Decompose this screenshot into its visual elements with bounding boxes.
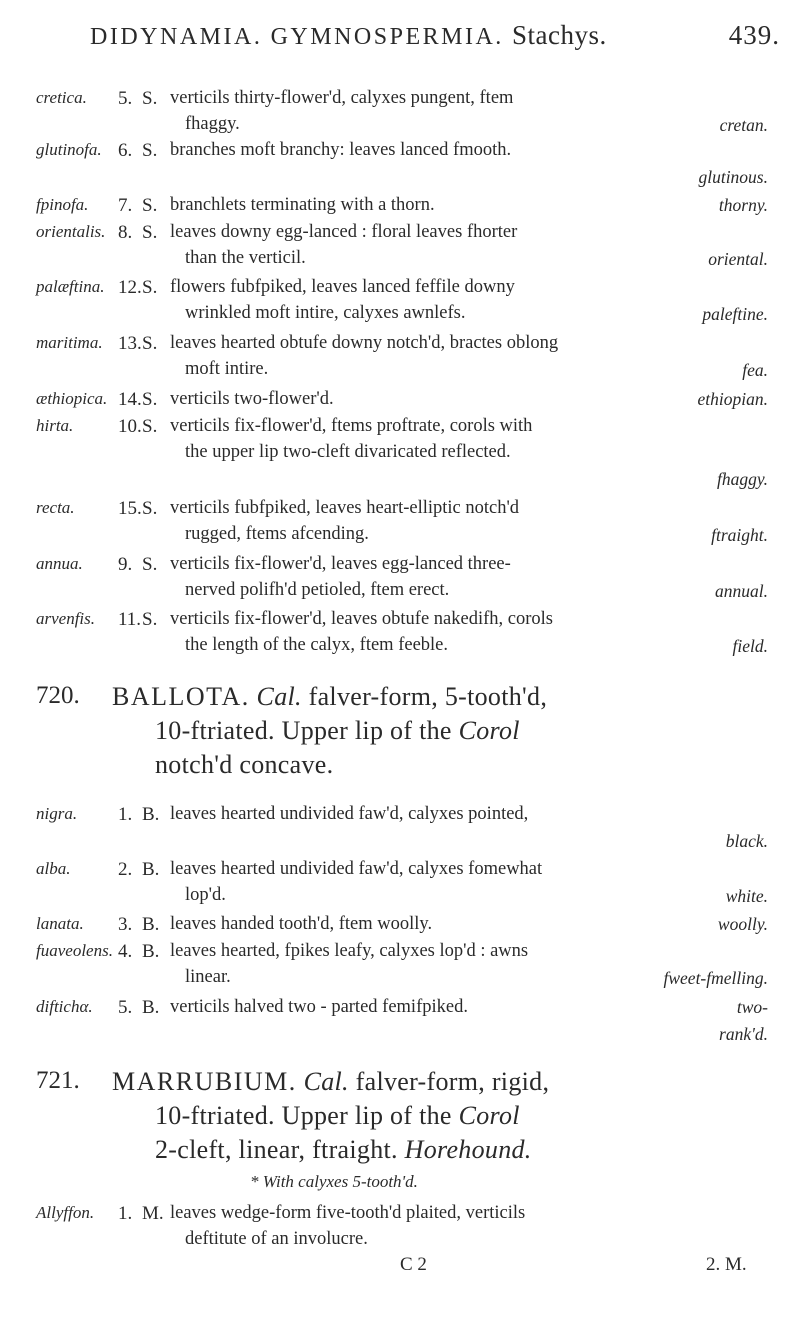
species-description-line: leaves downy egg-lanced : floral leaves fhorter	[170, 222, 518, 242]
species-description-line: leaves hearted undivided faw'd, calyxes fomewhat	[170, 859, 543, 879]
species-english-name: fhaggy.	[716, 469, 768, 489]
genus-cal-label: Cal.	[256, 682, 302, 711]
species-description-line: lop'd.	[185, 885, 226, 905]
species-english-name: black.	[725, 831, 768, 851]
species-english-name: oriental.	[708, 249, 768, 269]
species-latin-name: nigra.	[36, 804, 78, 823]
genus-abbrev: B.	[142, 997, 160, 1018]
species-latin-name: hirta.	[36, 416, 74, 435]
species-english-name: annual.	[715, 581, 768, 601]
species-latin-name: orientalis.	[36, 222, 106, 241]
genus-description: 2-cleft, linear, ftraight.	[155, 1135, 398, 1164]
running-head-order: GYMNOSPERMIA.	[270, 24, 504, 50]
species-english-name: glutinous.	[698, 167, 768, 187]
species-latin-name: cretica.	[36, 88, 87, 107]
species-description-line: verticils thirty-flower'd, calyxes pungent, ftem	[170, 88, 514, 108]
genus-name: BALLOTA.	[112, 682, 250, 711]
running-head	[90, 20, 780, 51]
species-number: 5.	[118, 997, 133, 1018]
catchword: 2. M.	[706, 1254, 747, 1275]
species-description-line: nerved polifh'd petioled, ftem erect.	[185, 580, 450, 600]
genus-description: 10-ftriated. Upper lip of the	[155, 1101, 452, 1130]
species-latin-name: fuaveolens.	[36, 941, 113, 960]
genus-abbrev: S.	[142, 277, 158, 298]
species-description-line: wrinkled moft intire, calyxes awnlefs.	[185, 303, 466, 323]
species-description-line: moft intire.	[185, 359, 269, 379]
species-latin-name: lanata.	[36, 914, 84, 933]
genus-description: notch'd concave.	[155, 750, 334, 779]
species-number: 12.	[118, 277, 142, 298]
species-description-line: deftitute of an involucre.	[185, 1229, 368, 1249]
genus-abbrev: B.	[142, 941, 160, 962]
running-head-genus: Stachys.	[512, 20, 607, 50]
genus-abbrev: S.	[142, 222, 158, 243]
species-description-line: the upper lip two-cleft divaricated reflected.	[185, 442, 511, 462]
species-latin-name: arvenfis.	[36, 609, 96, 628]
species-number: 10.	[118, 416, 142, 437]
species-latin-name: annua.	[36, 554, 83, 573]
species-description-line: leaves wedge-form five-tooth'd plaited, verticils	[170, 1203, 526, 1223]
species-number: 14.	[118, 389, 142, 410]
species-description-line: linear.	[185, 967, 231, 987]
species-latin-name: glutinofa.	[36, 140, 102, 159]
species-english-name: fweet-fmelling.	[663, 968, 768, 988]
species-english-name: fea.	[742, 360, 768, 380]
genus-abbrev: S.	[142, 195, 158, 216]
species-english-name: ftraight.	[711, 525, 768, 545]
species-description-line: leaves hearted, fpikes leafy, calyxes lop'd : awns	[170, 941, 529, 961]
genus-abbrev: M.	[142, 1203, 164, 1224]
species-description-line: branches moft branchy: leaves lanced fmooth.	[170, 140, 512, 160]
species-latin-name: æthiopica.	[36, 389, 108, 408]
species-number: 8.	[118, 222, 133, 243]
genus-abbrev: S.	[142, 554, 158, 575]
genus-abbrev: S.	[142, 416, 158, 437]
genus-abbrev: S.	[142, 140, 158, 161]
species-english-name: paleftine.	[702, 304, 768, 324]
genus-abbrev: S.	[142, 88, 158, 109]
genus-english-name: Horehound.	[404, 1135, 532, 1164]
species-number: 5.	[118, 88, 133, 109]
species-number: 7.	[118, 195, 133, 216]
species-number: 13.	[118, 333, 142, 354]
genus-abbrev: B.	[142, 859, 160, 880]
species-number: 1.	[118, 1203, 133, 1224]
species-description-line: flowers fubfpiked, leaves lanced feffile downy	[170, 277, 515, 297]
species-latin-name: recta.	[36, 498, 75, 517]
genus-abbrev: S.	[142, 333, 158, 354]
species-latin-name: maritima.	[36, 333, 103, 352]
species-english-name: woolly.	[717, 914, 768, 934]
genus-description: falver-form, rigid,	[355, 1067, 550, 1096]
genus-description: falver-form, 5-tooth'd,	[308, 682, 548, 711]
genus-number: 721.	[36, 1067, 80, 1094]
species-description-line: leaves hearted undivided faw'd, calyxes pointed,	[170, 804, 529, 824]
species-number: 2.	[118, 859, 133, 880]
species-number: 15.	[118, 498, 142, 519]
genus-name: MARRUBIUM.	[112, 1067, 297, 1096]
species-english-name-continued: rank'd.	[719, 1024, 768, 1044]
species-english-name: thorny.	[718, 195, 768, 215]
species-english-name: cretan.	[719, 115, 768, 135]
genus-abbrev: S.	[142, 389, 158, 410]
genus-abbrev: B.	[142, 914, 160, 935]
species-description-line: verticils fubfpiked, leaves heart-elliptic notch'd	[170, 498, 520, 518]
species-description-line: than the verticil.	[185, 248, 306, 268]
species-english-name: white.	[725, 886, 768, 906]
species-description-line: leaves handed tooth'd, ftem woolly.	[170, 914, 433, 934]
signature-mark: C 2	[400, 1254, 427, 1275]
species-latin-name: alba.	[36, 859, 71, 878]
species-latin-name: palæftina.	[36, 277, 105, 296]
species-number: 4.	[118, 941, 133, 962]
species-latin-name: diftichα.	[36, 997, 93, 1016]
species-description-line: branchlets terminating with a thorn.	[170, 195, 435, 215]
species-english-name: two-	[736, 997, 768, 1017]
species-latin-name: fpinofa.	[36, 195, 89, 214]
species-description-line: verticils fix-flower'd, leaves obtufe nakedifh, corols	[170, 609, 553, 629]
running-head-class: DIDYNAMIA.	[90, 24, 263, 50]
section-note: * With calyxes 5-tooth'd.	[250, 1172, 418, 1191]
genus-corol-label: Corol	[458, 1101, 520, 1130]
species-description-line: fhaggy.	[185, 114, 240, 134]
page-number: 439.	[728, 20, 780, 50]
genus-cal-label: Cal.	[303, 1067, 349, 1096]
genus-corol-label: Corol	[458, 716, 520, 745]
species-description-line: rugged, ftems afcending.	[185, 524, 369, 544]
species-number: 1.	[118, 804, 133, 825]
species-english-name: field.	[732, 636, 768, 656]
genus-description: 10-ftriated. Upper lip of the	[155, 716, 452, 745]
species-number: 6.	[118, 140, 133, 161]
species-description-line: verticils halved two - parted femifpiked.	[170, 997, 468, 1017]
species-number: 11.	[118, 609, 142, 630]
genus-abbrev: S.	[142, 609, 158, 630]
species-latin-name: Allyffon.	[36, 1203, 95, 1222]
genus-number: 720.	[36, 682, 80, 709]
species-english-name: ethiopian.	[697, 389, 768, 409]
species-description-line: verticils fix-flower'd, ftems proftrate, corols with	[170, 416, 533, 436]
species-description-line: verticils two-flower'd.	[170, 389, 334, 409]
species-description-line: leaves hearted obtufe downy notch'd, bractes oblong	[170, 333, 559, 353]
species-description-line: verticils fix-flower'd, leaves egg-lanced three-	[170, 554, 511, 574]
genus-abbrev: B.	[142, 804, 160, 825]
species-number: 9.	[118, 554, 133, 575]
genus-abbrev: S.	[142, 498, 158, 519]
species-description-line: the length of the calyx, ftem feeble.	[185, 635, 449, 655]
species-number: 3.	[118, 914, 133, 935]
